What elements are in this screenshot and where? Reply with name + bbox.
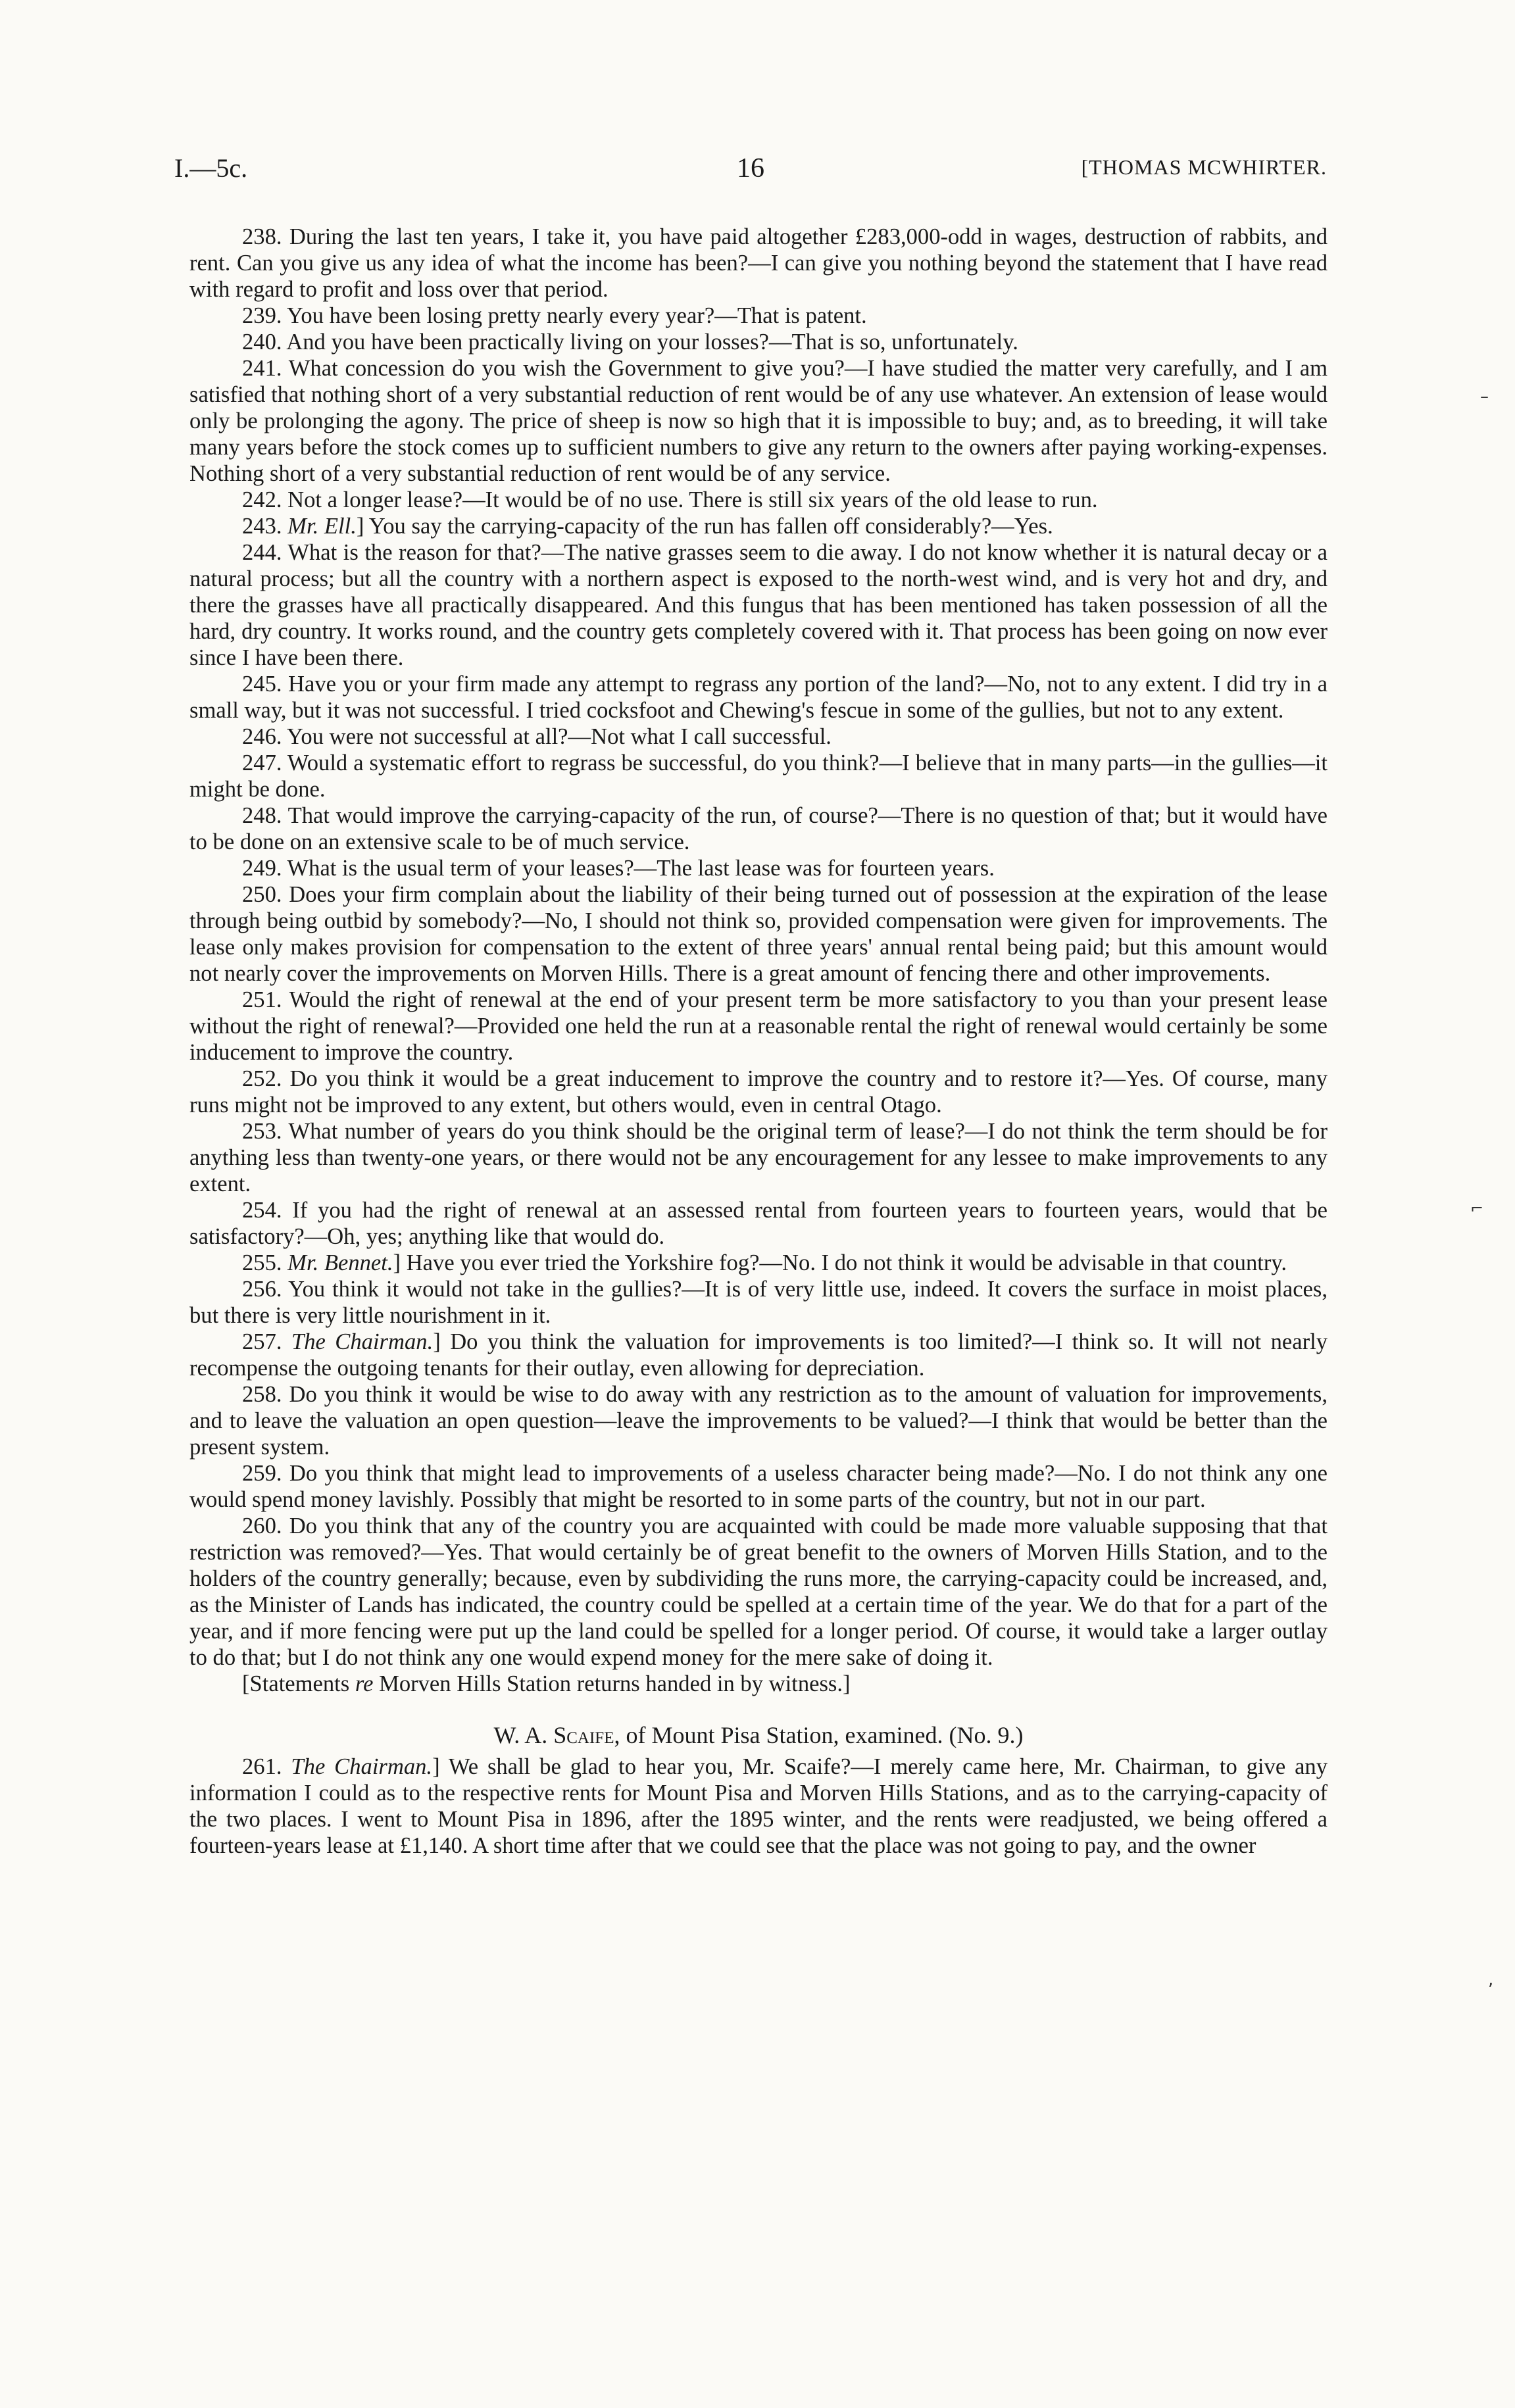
- witness-heading-rest: , of Mount Pisa Station, examined. (No. 9.): [614, 1722, 1024, 1748]
- witness-initials: W. A.: [493, 1722, 554, 1748]
- paragraph-251: 251. Would the right of renewal at the end of your present term be more satisfactory to you than your present lease without the right of renewal?—Provided one held the run at a reasonable rental the right of renewal would certainly be some inducement to improve the country.: [189, 987, 1328, 1065]
- paragraph-247: 247. Would a systematic effort to regrass be successful, do you think?—I believe that in many parts—in the gullies—it might be done.: [189, 750, 1328, 802]
- paragraph-text: ] You say the carrying-capacity of the run has fallen off considerably?—Yes.: [356, 514, 1053, 539]
- paragraph-241: 241. What concession do you wish the Government to give you?—I have studied the matter very carefully, and I am satisfied that nothing short of a very substantial reduction of rent would be of any use whatever. An extension of lease would only be prolonging the agony. The price of sheep is now so high that it is impossible to buy; and, as to breeding, it will take many years before the stock comes up to sufficient numbers to give any return to the owners after paying working-expenses. Nothing short of a very substantial reduction of rent would be of any service.: [189, 356, 1328, 486]
- paragraph-252: 252. Do you think it would be a great inducement to improve the country and to restore it?—Yes. Of course, many runs might not be improved to any extent, but others would, even in central Otago.: [189, 1066, 1328, 1118]
- statements-note: [189, 1671, 1328, 1697]
- paragraph-253: 253. What number of years do you think should be the original term of lease?—I do not think the term should be for anything less than twenty-one years, or there would not be any encouragement for any lessee to make improvements to any extent.: [189, 1119, 1328, 1196]
- witness-surname: Scaife: [553, 1722, 614, 1748]
- page-header: [174, 153, 1327, 192]
- paragraph-242: 242. Not a longer lease?—It would be of no use. There is still six years of the old lease to run.: [242, 487, 1098, 512]
- note-text-end: Morven Hills Station returns handed in by witness.]: [373, 1671, 851, 1696]
- margin-comma-mark: ,: [1488, 1970, 1494, 1990]
- speaker-name: Mr. Bennet.: [287, 1250, 393, 1275]
- note-text: [Statements: [242, 1671, 355, 1696]
- speaker-name: The Chairman.: [291, 1329, 434, 1354]
- paragraph-260: 260. Do you think that any of the country you are acquainted with could be made more valuable supposing that that restriction was removed?—Yes. That would certainly be of great benefit to the owners of Morven Hills Station, and to the holders of the country generally; because, even by subdividing the runs more, the carrying-capacity could be increased, and, as the Minister of Lands has indicated, the country could be spelled at a certain time of the year. We do that for a part of the year, and if more fencing were put up the land could be spelled for a longer period. Of course, it would take a larger outlay to do that; but I do not think any one would expend money for the mere sake of doing it.: [189, 1513, 1328, 1670]
- paragraph-245: 245. Have you or your firm made any attempt to regrass any portion of the land?—No, not to any extent. I did try in a small way, but it was not successful. I tried cocksfoot and Chewing's fescue in some of the gullies, but not to any extent.: [189, 672, 1328, 723]
- testimony-body: [189, 224, 1328, 1859]
- paragraph-261: [189, 1754, 1328, 1859]
- paragraph-256: 256. You think it would not take in the gullies?—It is of very little use, indeed. It covers the surface in moist places, but there is very little nourishment in it.: [189, 1277, 1328, 1328]
- paragraph-257: [189, 1329, 1328, 1381]
- paragraph-248: 248. That would improve the carrying-capacity of the run, of course?—There is no question of that; but it would have to be done on an extensive scale to be of much service.: [189, 803, 1328, 854]
- question-number: 243.: [242, 514, 282, 539]
- note-italic: re: [355, 1671, 374, 1696]
- question-number: 255.: [242, 1250, 282, 1275]
- paragraph-254: 254. If you had the right of renewal at an assessed rental from fourteen years to fourteen years, would that be satisfactory?—Oh, yes; anything like that would do.: [189, 1198, 1328, 1249]
- paragraph-243: [189, 513, 1328, 539]
- speaker-name: The Chairman.: [291, 1754, 433, 1779]
- speaker-name: Mr. Ell.: [287, 514, 357, 539]
- witness-name-header: [THOMAS MCWHIRTER.: [1081, 155, 1327, 179]
- page-number: 16: [737, 153, 764, 184]
- witness-heading: [189, 1722, 1328, 1748]
- paragraph-250: 250. Does your firm complain about the liability of their being turned out of possession at the expiration of the lease through being outbid by somebody?—No, I should not think so, provided compensation were given for improvements. The lease only makes provision for compensation to the extent of three years' annual rental being paid; but this amount would not nearly cover the improvements on Morven Hills. There is a great amount of fencing there and other improvements.: [189, 882, 1328, 986]
- question-number: 257.: [242, 1329, 282, 1354]
- paragraph-244: 244. What is the reason for that?—The native grasses seem to die away. I do not know whether it is natural decay or a natural process; but all the country with a northern aspect is exposed to the north-west wind, and is very hot and dry, and there the grasses have all practically disappeared. And this fungus that has been mentioned has taken possession of all the hard, dry country. It works round, and the country gets completely covered with it. That process has been going on now ever since I have been there.: [189, 540, 1328, 670]
- paragraph-238: 238. During the last ten years, I take it, you have paid altogether £283,000-odd in wages, destruction of rabbits, and rent. Can you give us any idea of what the income has been?—I can give you nothing beyond the statement that I have read with regard to profit and loss over that period.: [189, 224, 1328, 302]
- paragraph-240: 240. And you have been practically living on your losses?—That is so, unfortunately.: [242, 330, 1018, 355]
- paragraph-text: ] Have you ever tried the Yorkshire fog?—No. I do not think it would be advisable in that country.: [393, 1250, 1287, 1275]
- paragraph-text: ] We shall be glad to hear you, Mr. Scaife?—I merely came here, Mr. Chairman, to give any information I could as to the respective rents for Mount Pisa and Morven Hills Stations, and as to the carrying-capacity of the two places. I went to Mount Pisa in 1896, after the 1895 winter, and the rents were readjusted, we being offered a fourteen-years lease at £1,140. A short time after that we could see that the place was not going to pay, and the owner: [189, 1754, 1328, 1858]
- document-reference: I.—5c.: [174, 153, 248, 183]
- paragraph-258: 258. Do you think it would be wise to do away with any restriction as to the amount of valuation for improvements, and to leave the valuation an open question—leave the improvements to be valued?—I think that would be better than the present system.: [189, 1382, 1328, 1460]
- paragraph-246: 246. You were not successful at all?—Not what I call successful.: [242, 724, 832, 749]
- paragraph-259: 259. Do you think that might lead to improvements of a useless character being made?—No. I do not think any one would spend money lavishly. Possibly that might be resorted to in some parts of the country, but not in our part.: [189, 1461, 1328, 1512]
- question-number: 261.: [242, 1754, 282, 1779]
- paragraph-255: [189, 1250, 1328, 1276]
- margin-tick-mark: ⌐: [1470, 1199, 1484, 1217]
- margin-dash-mark: –: [1480, 387, 1489, 406]
- paragraph-249: 249. What is the usual term of your leases?—The last lease was for fourteen years.: [242, 856, 995, 881]
- paragraph-239: 239. You have been losing pretty nearly every year?—That is patent.: [242, 303, 867, 328]
- paragraph-text: ] Do you think the valuation for improvements is too limited?—I think so. It will not nearly recompense the outgoing tenants for their outlay, even allowing for depreciation.: [189, 1329, 1328, 1381]
